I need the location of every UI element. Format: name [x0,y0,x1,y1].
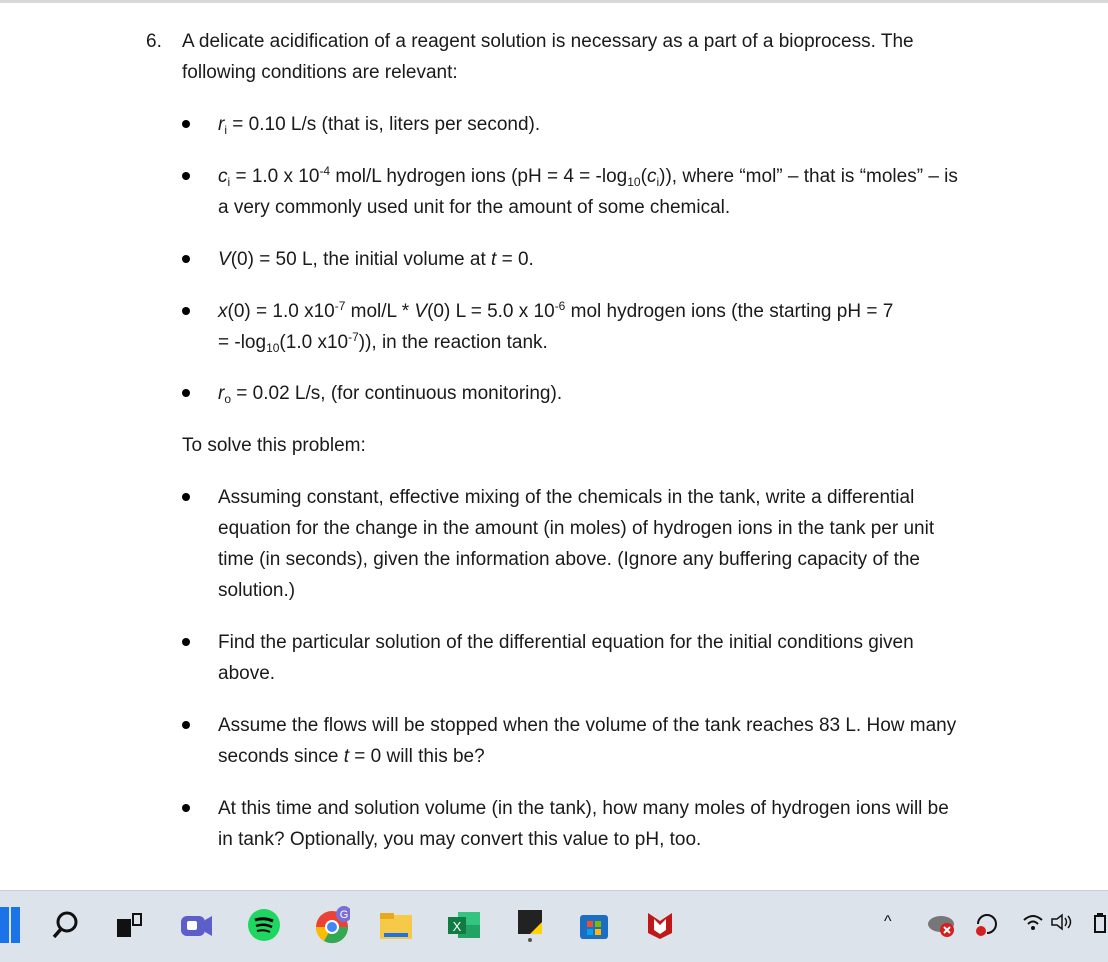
page-top-border [0,0,1108,3]
bullet-dot [182,493,190,501]
bullet-dot [182,638,190,646]
excel-icon[interactable] [446,907,482,943]
volume-icon[interactable] [1050,913,1076,936]
bullet-dot [182,172,190,180]
windows-start-icon[interactable] [0,907,20,943]
question-intro-line2: following conditions are relevant: [182,62,458,83]
bullet-dot [182,255,190,263]
battery-icon[interactable] [1092,913,1108,938]
sync-icon[interactable] [972,909,1002,939]
chevron-up-icon[interactable]: ^ [884,913,892,930]
task-view-icon[interactable] [110,907,146,943]
sticky-app-icon[interactable] [512,907,548,943]
document-page: 6. A delicate acidification of a reagent solution is necessary as a part of a bioprocess. The following conditions are relevant: $r_i = 0.10$ L/s (that is, liters per second). $c_i = 1.0$ x $10^{-4}$ mol/L hydrogen ions $(pH = 4 = -\log_{10}(c_i))$, where “mol” – that is “moles” – is a very commonly used unit for the amount of some chemical. V(0) = 50 L, the initial volume at t = 0. x(0) = 1.0 $x10^{-7}$ mol/L * V(0) L = 5.0 x $10^{-6}$ mol hydrogen ions (the starting pH = 7 = $-\log_{10}(1.0$ $x10^{-7}$)), in the reaction tank. $r_o = 0.02$ L/s, (for continuous monitoring). To solve this problem: Assuming constant, effective mixing of the chemicals in the tank, write a differential equation for the change in the amount (in moles) of hydrogen ions in the tank per unit time (in seconds), given the information above. (Ignore any buffering capacity of the solution.) Find the particular solution of the differential equation for the initial conditions given above. Assume the flows will be stopped when the volume of the tank reaches 83 L. How many seconds since t = 0 will this be? At this time and solution volume (in the tank), how many moles of hydrogen ions will be in tank? Optionally, you may convert this value to pH, too. [0,0,1108,890]
taskbar [0,890,1108,962]
bullet-dot [182,307,190,315]
search-icon[interactable] [48,907,84,943]
bullet-dot [182,120,190,128]
condition-text: = 0.10 L/s (that is, liters per second). [232,114,541,135]
question-number: 6. [146,31,162,52]
spotify-icon[interactable] [246,907,282,943]
bullet-dot [182,389,190,397]
chrome-profile-badge: G [339,909,349,921]
mcafee-icon[interactable] [642,907,678,943]
bullet-dot [182,804,190,812]
bullet-dot [182,721,190,729]
file-explorer-icon[interactable] [378,907,414,943]
excel-letter: X [452,919,462,934]
onedrive-icon[interactable] [924,909,958,939]
wifi-icon[interactable] [1022,913,1044,936]
solve-heading: To solve this problem: [182,435,366,456]
teams-icon[interactable] [178,907,214,943]
chrome-icon[interactable] [314,907,350,943]
microsoft-store-icon[interactable] [576,907,612,943]
question-intro-line1: A delicate acidification of a reagent solution is necessary as a part of a bioprocess. The [182,31,914,52]
